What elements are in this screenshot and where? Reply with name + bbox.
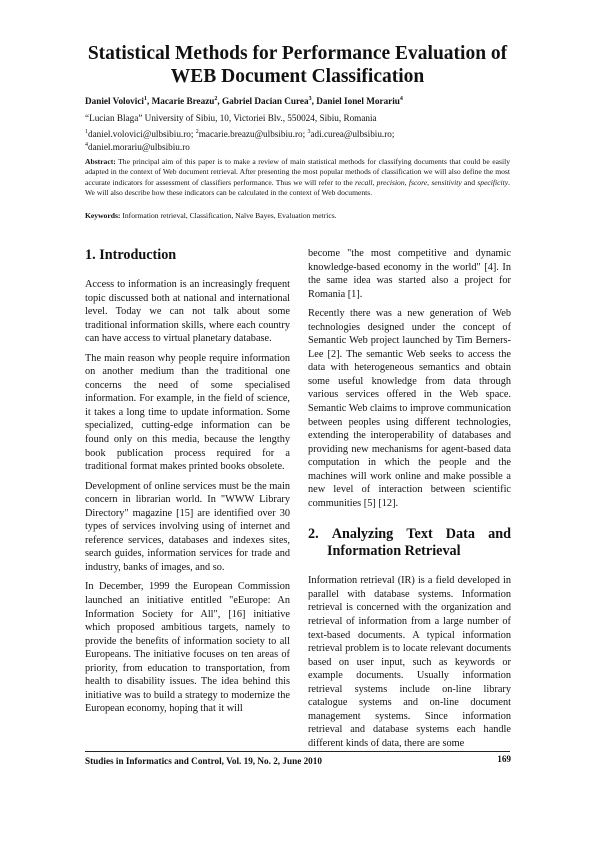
keywords [85, 211, 337, 220]
title-line-1: Statistical Methods for Performance Evaluation of [87, 43, 508, 64]
author-list: Daniel Volovici$^1$, Macarie Breazu$^2$, Gabriel Dacian Curea$^3$, Daniel Ionel Morariu$^4$ [85, 95, 403, 106]
email-mark: 1 [85, 128, 88, 135]
right-column [308, 247, 511, 757]
heading-word: 2. [308, 526, 319, 543]
keywords-text: Information retrieval, Classification, Naïve Bayes, Evaluation metrics. [120, 211, 337, 220]
email-mark: 4 [85, 141, 88, 148]
author-name: Macarie Breazu [151, 96, 215, 106]
abstract-label: Abstract: [85, 157, 116, 166]
abstract-text: and [461, 177, 478, 187]
paragraph: become "the most competitive and dynamic knowledge-based economy in the world" [4]. In the same idea was started also a project for Romania [1]. [308, 248, 511, 300]
abstract [85, 157, 510, 199]
paragraph: Recently there was a new generation of Web technologies designed under the concept of Semantic Web project launched by Tim Berners-Lee [2]. The semantic Web seeks to access the data with heterogeneous semantics and obtain some useful knowledge from data through various services offered in the Web space. Semantic Web claims to improve communication between peoples using different technologies, extending the interoperability of databases and providing new mechanisms for agent-based data computation in which the people and the machines will work online and make possible a new level of interaction between scientific communities [5] [12]. [308, 308, 511, 509]
journal-citation: Studies in Informatics and Control, Vol. 19, No. 2, June 2010 [85, 756, 322, 766]
email-address: daniel.volovici@ulbsibiu.ro; [88, 129, 196, 139]
title-line-2: WEB Document Classification [170, 66, 425, 87]
author-affil-mark: 1 [143, 95, 147, 102]
author-affil-mark: 4 [399, 95, 403, 102]
abstract-text: The principal aim of this paper is to make a review of main statistical methods for classifying documents that could be easily adapted in the context of Web document retrieval. After presenting the most popular methods of classification we will also define the most accurate indicators for assessment of classifiers performance. Thus we will refer to the [85, 157, 510, 187]
author-emails [85, 128, 505, 154]
affiliation: “Lucian Blaga” University of Sibiu, 10, Victoriei Blv., 550024, Sibiu, Romania [85, 113, 377, 123]
keywords-label: Keywords: [85, 211, 121, 220]
heading-word: Analyzing [331, 526, 394, 543]
heading-word: Text [406, 526, 433, 543]
abstract-italic-term: specificity [477, 177, 509, 187]
section-heading-introduction: 1. Introduction [85, 247, 177, 263]
email-address: daniel.morariu@ulbsibiu.ro [88, 142, 190, 152]
email-mark: 2 [195, 128, 199, 135]
author-affil-mark: 2 [214, 95, 218, 102]
paragraph: In December, 1999 the European Commission launched an initiative entitled "eEurope: An Information Society for All", [16] initiative which proposed ambitious targets, namely to provide the benefits of information society to all Europeans. The initiative focuses on ten areas of priority, from education to transportation, from health to disability issues. The idea behind this initiative was to build a strategy to modernize the European economy, hoping that it will [85, 581, 290, 715]
email-mark: 3 [307, 128, 311, 135]
author-name: Daniel Volovici [85, 96, 144, 106]
section-heading-text-data [308, 526, 511, 560]
email-address: macarie.breazu@ulbsibiu.ro; [198, 129, 308, 139]
left-column [85, 247, 290, 722]
email-address: adi.curea@ulbsibiu.ro; [310, 129, 395, 139]
footer-rule [85, 751, 510, 752]
heading-word: and [488, 526, 511, 543]
paragraph: Development of online services must be the main concern in librarian world. In "WWW Library Directory" magazine [15] are identified over 30 types of services involving using of internet and reference services, databases and indexes sites, search guides, information services for trade and industry, banks of images, and so. [85, 480, 290, 573]
author-name: Gabriel Dacian Curea [222, 96, 309, 106]
heading-word: Data [445, 526, 475, 543]
paragraph: Access to information is an increasingly frequent topic discussed both at national and international level. Today we can not talk about some traditional information skills, where each country can have access to virtual planetary database. [85, 279, 290, 345]
author-name: Daniel Ionel Morariu [316, 96, 400, 106]
paragraph: Information retrieval (IR) is a field developed in parallel with database systems. Information retrieval is concerned with the organization and retrieval of information from a large number of text-based documents. A typical information retrieval problem is to locate relevant documents based on user input, such as keywords or example documents. Usually information retrieval systems include on-line library catalogue systems and on-line document management systems. Since information retrieval and database systems each handle different kinds of data, there are some [308, 575, 511, 749]
paragraph: The main reason why people require information on another medium than the traditional one concerns the need of some specialised information. For example, in the field of science, it takes a long time to update information. Some specialized, cutting-edge information can be found only on this media, because the lengthy book publication process required for a traditional format makes printed books obsolete. [85, 352, 290, 473]
abstract-italic-terms: recall, precision, fscore, sensitivity [355, 177, 462, 187]
heading-line-2: Information Retrieval [327, 543, 461, 560]
abstract-text: . We will also describe how these indicators can be calculated in the context of Web documents. [85, 177, 511, 198]
paper-title [60, 42, 535, 88]
author-affil-mark: 3 [308, 95, 312, 102]
page-number: 169 [497, 754, 511, 764]
